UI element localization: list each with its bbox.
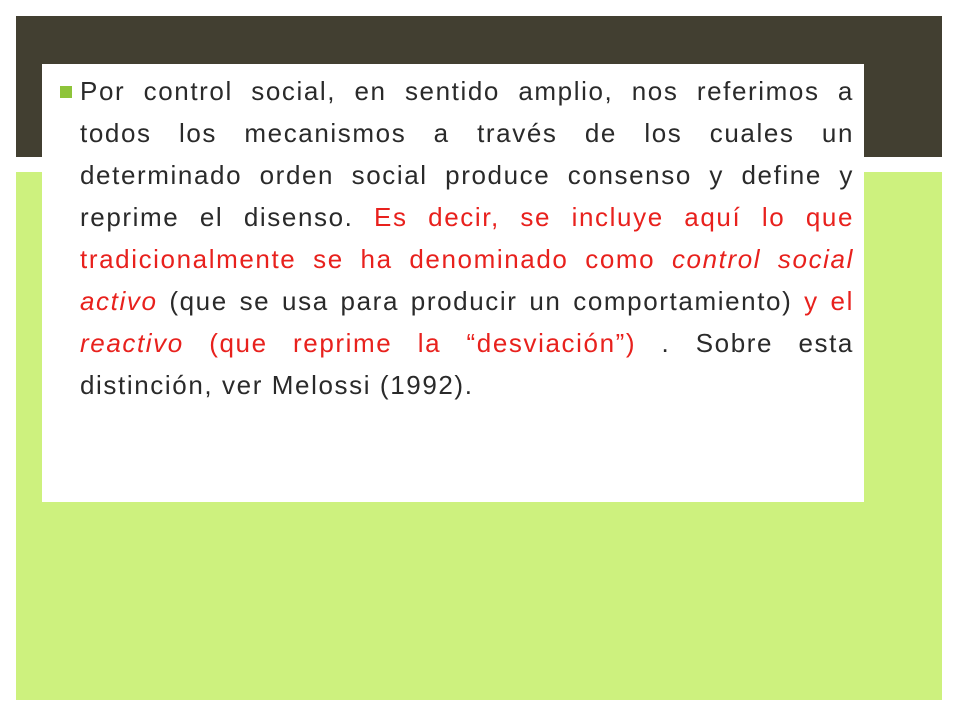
- square-bullet-icon: [60, 86, 72, 98]
- term-control-social-activo: control social activo: [80, 244, 854, 316]
- text-segment-desviacion: (que reprime la “desviación”): [183, 328, 637, 358]
- text-segment-explanation: (que se usa para producir un comportamiento): [157, 286, 805, 316]
- text-segment-intro: Por control social, en sentido amplio, nos referimos a todos los mecanismos a través de los cuales un determinado orden social produce consenso y define y reprime el disenso.: [80, 76, 854, 232]
- term-reactivo: reactivo: [80, 328, 184, 358]
- text-segment-reference: . Sobre esta distinción, ver Melossi (1992).: [80, 328, 854, 400]
- body-paragraph: [80, 70, 854, 406]
- text-segment-conjunction: y el: [804, 286, 854, 316]
- text-segment-highlight: Es decir, se incluye aquí lo que tradicionalmente se ha denominado como: [80, 202, 854, 274]
